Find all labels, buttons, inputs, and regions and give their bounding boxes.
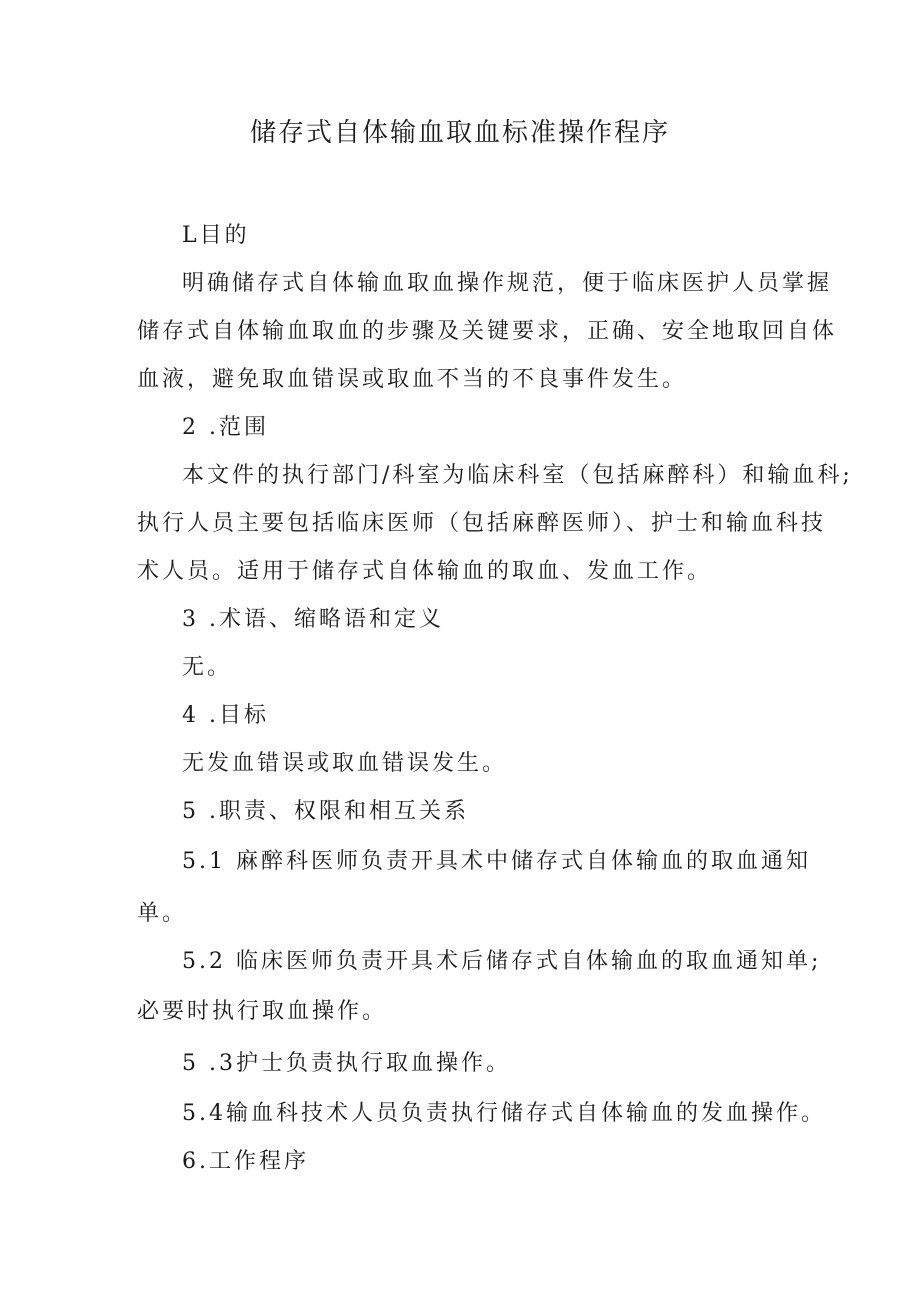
section-heading-responsibilities: 5 .职责、权限和相互关系 <box>182 799 469 824</box>
document-title: 储存式自体输血取血标准操作程序 <box>249 118 670 148</box>
paragraph-line: 术人员。适用于储存式自体输血的取血、发血工作。 <box>137 559 713 584</box>
paragraph-line: 明确储存式自体输血取血操作规范，便于临床医护人员掌握 <box>182 271 833 296</box>
paragraph-line: 5.2 临床医师负责开具术后储存式自体输血的取血通知单; <box>182 949 822 974</box>
paragraph-line: 储存式自体输血取血的步骤及关键要求，正确、安全地取回自体 <box>137 319 838 344</box>
paragraph-line: 必要时执行取血操作。 <box>137 999 388 1024</box>
section-heading-scope: 2 .范围 <box>182 415 269 440</box>
paragraph-line: 无。 <box>182 655 233 680</box>
paragraph-line: 无发血错误或取血错误发生。 <box>182 751 508 776</box>
paragraph-line: 本文件的执行部门/科室为临床科室（包括麻醉科）和输血科; <box>182 463 853 488</box>
section-heading-purpose: L目的 <box>182 223 250 248</box>
paragraph-line: 血液，避免取血错误或取血不当的不良事件发生。 <box>137 367 688 392</box>
section-heading-terms: 3 .术语、缩略语和定义 <box>182 607 444 632</box>
paragraph-line: 单。 <box>137 901 188 926</box>
section-heading-goal: 4 .目标 <box>182 703 269 728</box>
paragraph-line: 5 .3护士负责执行取血操作。 <box>182 1051 511 1076</box>
section-heading-procedure: 6.工作程序 <box>182 1149 309 1174</box>
paragraph-line: 5.1 麻醉科医师负责开具术中储存式自体输血的取血通知 <box>182 849 811 874</box>
paragraph-line: 执行人员主要包括临床医师（包括麻醉医师）、护士和输血科技 <box>137 511 827 536</box>
paragraph-line: 5.4输血科技术人员负责执行储存式自体输血的发血操作。 <box>182 1101 826 1126</box>
